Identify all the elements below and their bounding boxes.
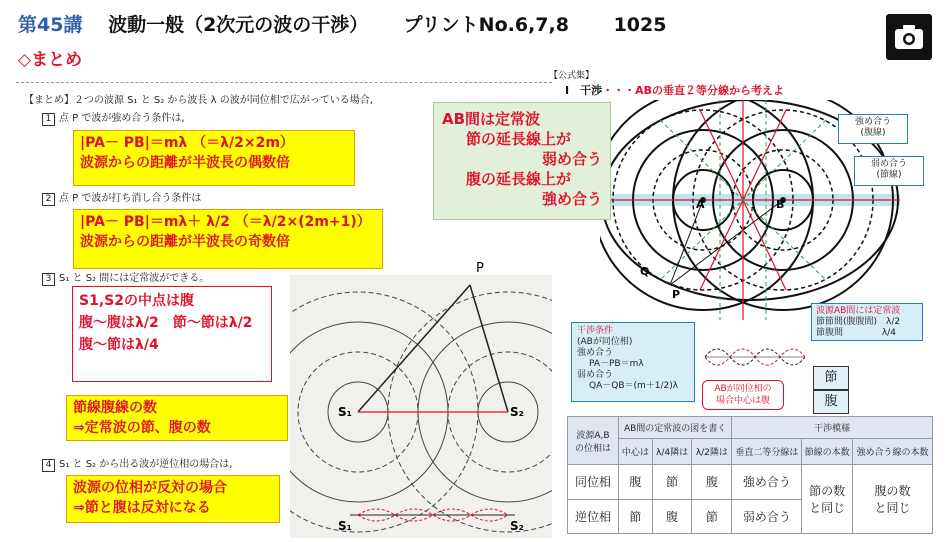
th-phase: 波源A,B の位相は — [568, 417, 619, 465]
summary-heading: ◇まとめ — [18, 50, 83, 70]
row-half: 節 — [692, 499, 732, 534]
lecture-title: 波動一般（2次元の波の干渉） — [108, 14, 359, 36]
th-nodes: 節線の本数 — [802, 439, 852, 465]
th-half: λ/2隣は — [692, 439, 732, 465]
th-quarter: λ/4隣は — [652, 439, 692, 465]
row-center: 節 — [619, 499, 653, 534]
count-box — [66, 395, 288, 441]
green-line-4: 腹の延長線上が — [466, 170, 572, 188]
lecture-code: 1025 — [613, 14, 667, 36]
opposite-phase-box — [66, 475, 280, 523]
diagram-label-p: P — [672, 288, 681, 301]
photo-label-s1-bottom: S₁ — [338, 519, 352, 533]
weak-callout: 弱め合う (節線) — [854, 156, 924, 186]
midpoint-box — [72, 286, 272, 382]
th-antinodes: 強め合う線の本数 — [852, 439, 932, 465]
interference-heading: Ⅰ 干渉・・・ABの垂直２等分線から考えよ — [565, 84, 784, 97]
doc-item-4: 4 S₁ と S₂ から出る波が逆位相の場合は, — [42, 455, 232, 472]
stand-line-1: 節節間(腹腹間) λ/2 — [816, 317, 901, 327]
doc-item-1: 1 点 P で波が強め合う条件は, — [42, 109, 185, 126]
green-line-5: 強め合う — [541, 190, 602, 208]
cond-line-2: 強め合う — [577, 348, 614, 358]
strong-text: 波源からの距離が半波長の偶数倍 — [80, 155, 290, 171]
row-half: 腹 — [692, 465, 732, 500]
interference-photo — [290, 261, 552, 538]
th-center: 中心は — [619, 439, 653, 465]
standing-wave-sketch — [705, 335, 805, 379]
stand-heading: 波源AB間には定常波 — [816, 306, 901, 316]
weak-condition-box — [73, 209, 383, 269]
th-ab: AB間の定常波の図を書く — [619, 417, 732, 439]
count-line-2: ⇒定常波の節、腹の数 — [73, 420, 211, 436]
row-phase: 同位相 — [568, 465, 619, 500]
stand-line-2: 節腹間 λ/4 — [816, 328, 896, 338]
opposite-line-1: 波源の位相が反対の場合 — [73, 480, 227, 496]
weak-text: 波源からの距離が半波長の奇数倍 — [80, 234, 290, 250]
green-line-3: 弱め合う — [541, 150, 602, 168]
opposite-line-2: ⇒節と腹は反対になる — [73, 500, 211, 516]
cond-line-5: QA－QB＝(m＋1/2)λ — [589, 381, 679, 391]
midpoint-note: ABが同位相の 場合中心は腹 — [702, 380, 784, 410]
doc-item-2: 2 点 P で波が打ち消し合う条件は — [42, 189, 201, 206]
diagram-label-b: B — [776, 198, 785, 211]
green-line-1: AB間は定常波 — [442, 110, 541, 128]
row-perp: 弱め合う — [732, 499, 802, 534]
row-phase: 逆位相 — [568, 499, 619, 534]
doc-intro: 【まとめ】２つの波源 S₁ と S₂ から波長 λ の波が同位相で広がっている場合, — [24, 95, 373, 106]
cond-line-3: PA－PB＝mλ — [589, 359, 644, 369]
standing-wave-box — [811, 303, 923, 341]
midpoint-line-3: 腹〜節はλ/4 — [79, 337, 159, 353]
print-number: プリントNo.6,7,8 — [403, 14, 569, 36]
interference-condition-box — [571, 322, 695, 402]
th-interference: 干渉模様 — [732, 417, 933, 439]
photo-label-p: P — [476, 261, 484, 276]
row-perp: 強め合う — [732, 465, 802, 500]
diagram-label-q: Q — [640, 265, 650, 278]
count-line-1: 節線腹線の数 — [73, 400, 157, 416]
legend-antinode: 腹 — [813, 390, 849, 414]
cond-line-4: 弱め合う — [577, 370, 614, 380]
standing-wave-note — [433, 102, 611, 220]
row-quarter: 腹 — [652, 499, 692, 534]
midpoint-line-1: S1,S2の中点は腹 — [79, 293, 194, 309]
camera-icon[interactable] — [886, 14, 932, 60]
row-quarter: 節 — [652, 465, 692, 500]
interference-table — [567, 416, 933, 534]
table-row — [568, 465, 933, 500]
strong-condition-box — [73, 130, 355, 186]
slide-title — [18, 10, 666, 37]
weak-formula: |PA－ PB|＝mλ＋ λ/2 （＝λ/2×(2m+1)） — [80, 214, 371, 230]
green-line-2: 節の延長線上が — [466, 130, 572, 148]
cond-heading: 干渉条件 — [577, 326, 614, 336]
midpoint-line-2: 腹〜腹はλ/2 節〜節はλ/2 — [79, 315, 253, 331]
row-nodes-same: 節の数 と同じ — [802, 465, 852, 534]
diagram-label-a: A — [696, 198, 705, 211]
cond-line-1: (ABが同位相) — [577, 337, 633, 347]
strong-formula: |PA－ PB|＝mλ （＝λ/2×2m） — [80, 135, 294, 151]
photo-label-s1: S₁ — [338, 405, 352, 419]
doc-item-3: 3 S₁ と S₂ 間には定常波ができる。 — [42, 269, 209, 286]
lecture-number: 第45講 — [18, 14, 83, 36]
strong-callout: 強め合う (腹線) — [838, 114, 908, 144]
formula-collection-label: 【公式集】 — [549, 71, 595, 81]
row-center: 腹 — [619, 465, 653, 500]
row-antinodes-same: 腹の数 と同じ — [852, 465, 932, 534]
th-perp: 垂直二等分線は — [732, 439, 802, 465]
legend-node: 節 — [813, 366, 849, 390]
photo-label-s2: S₂ — [510, 405, 524, 419]
photo-label-s2-bottom: S₂ — [510, 519, 524, 533]
